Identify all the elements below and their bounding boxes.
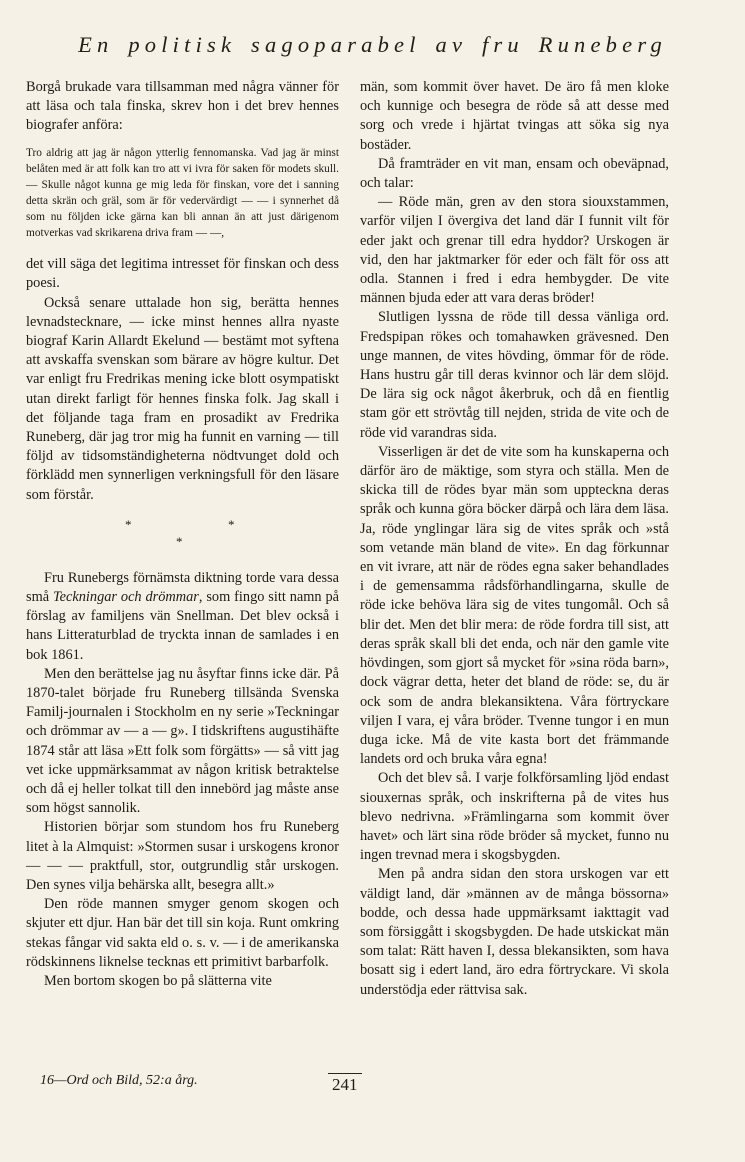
paragraph: Men den berättelse jag nu åsyftar finns icke där. På 1870-talet började fru Runeberg tillsända Svenska Familj-journalen i Stockholm en ny serie »Teckningar och drömmar av — a — g». I tidskriftens augustihäfte 1874 står att läsa »Ett folk som förgätts» — så vitt jag vet icke uppmärksammat av någon kritisk betraktelse och då ej heller tolkat till den innebörd jag måste anse som högst sannolik. [26,665,339,817]
paragraph: Den röde mannen smyger genom skogen och skjuter ett djur. Han bär det till sin koja. Runt omkring stekas fångar vid sakta eld o. s. v. — i de amerikanska rödskinnens liknelse tecknas ett primitivt barbarfolk. [26,896,339,970]
asterisk: * [176,533,183,549]
left-column [26,78,339,991]
text-run: Fru Runebergs förnämsta diktning torde vara dessa små [26,569,339,606]
paragraph: Historien börjar som stundom hos fru Runeberg litet à la Almquist: »Stormen susar i urskogens kronor — — — praktfull, stor, outgrundlig står urskogen. Den synes vilja behärska allt, besegra allt.» [26,819,339,894]
book-title: Teckningar och drömmar [53,589,199,606]
paragraph: — Röde män, gren av den stora siouxstammen, varför viljen I övergiva det land där I funnit vilt för eder jakt och grenar till edra hyddor? Urskogen är vid, den har jaktmarker för eder och fält för oss att odla. Stannen i fred i edra hembygder. De vite männen bjuda eder att vara deras bröder! [360,194,669,307]
page-number: 241 [332,1075,358,1094]
paragraph: män, som kommit över havet. De äro få men kloke och kunnige och besegra de röde så att desse med sorg och vrede i hjärtat tvingas att söka sig nya bostäder. [360,79,669,153]
paragraph [26,569,339,665]
paragraph: Men på andra sidan den stora urskogen var ett väldigt land, där »männen av de många bössorna» bodde, och dessa hade uppmärksamt iakttagit vad som försiggått i skogsbygden. De hade utskickat män som talat: Rätt haven I, dessa blekansikten, som hava bosatt sig i edert land, äro edra förtryckare. Vi skola understödja eder rättvisa sak. [360,866,669,998]
asterisk: * [125,516,132,532]
text-run: , som fingo sitt namn på förslag av familjens vän Snellman. Det blev också i hans Litteraturblad de tryckta innan de samlades i en bok 1861. [26,589,340,663]
paragraph: Visserligen är det de vite som ha kunskaperna och därför äro de mäktige, som styra och ställa. Men de skicka till de rödes byar män som uppteckna deras språk och kunna göra böcker därpå och lära dem läsa. Ja, röde ynglingar lära sig de vites språk och »stå som vetande män bland de vite». En dag förkunnar en vit ivrare, att när de rödes egna saker behandlades i de gemensamma rådsförhandlingarna, skulle de röde icke behöva lära sig de vites tungomål. Och så blir det. Men det blir mera: de röde fordra till sist, att deras språk skall bli det enda, och när den gamle vite hövdingen, som gjort så mycket för »sina röda barn», dock vägrar detta, heter det bland de röde: se, du är ock som de andra blekansiktena. Våra förtryckare viljen I vara, ej våra bröder. Tvenne tungor i en mun duga icke. Må de vite kasta bort det främmande landets ord och bruka våra egna! [360,443,669,768]
paragraph: Men bortom skogen bo på slätterna vite [44,973,272,990]
paragraph: Och det blev så. I varje folkförsamling ljöd endast siouxernas språk, och inskrifterna på de vites hus blevo nedrivna. »Främlingarna som kommit över havet» och lärt sina röde bröder så mycket, funno nu ingen trevnad mera i skogsbygden. [360,770,669,864]
block-quote: Tro aldrig att jag är någon ytterlig fennomanska. Vad jag är minst belåten med är att folk kan tro att vi ivra för saken för modets skull. — Skulle något kunna ge mig leda för finskan, vore det i sanning detta skrän och gräl, som är för vedervärdigt — — i synnerhet då som nu följden icke gärna kan bli annan än att just därigenom motverkas vad skrikarena driva fram — —, [26,146,339,240]
journal-name: Ord och Bild, 52:a årg. [66,1073,198,1088]
signature-mark [40,1073,198,1089]
right-column [360,78,669,1000]
paragraph: Också senare uttalade hon sig, berätta hennes levnadstecknare, — icke minst hennes allra nyaste biograf Karin Allardt Ekelund — bestämt mot syftena att avskaffa svenskan som bärare av högre kultur. Det var enligt fru Fredrikas mening icke blott osympatiskt utan direkt farligt för hennes finska folk. Jag skall i det följande taga fram en prosadikt av Fredrika Runeberg, där jag tror mig ha funnit en varning — till följd av tidsomständigheterna nödtvunget dold och förklädd men synnerligen verkningsfull för den läsare som förstår. [26,294,339,503]
asterisk: * [228,516,235,532]
paragraph: Borgå brukade vara tillsamman med några vänner för att läsa och tala finska, skrev hon i det brev hennes biografer anföra: [26,79,339,134]
section-divider [26,505,339,555]
paragraph: det vill säga det legitima intresset för finskan och dess poesi. [26,256,339,292]
signature-number: 16— [40,1073,67,1088]
paragraph: Då framträder en vit man, ensam och obeväpnad, och talar: [360,155,669,192]
paragraph: Slutligen lyssna de röde till dessa vänliga ord. Fredspipan rökes och tomahawken grävesned. Den unge mannen, de vites hövding, ömmar för de röde. Hans hustru går till deras kvinnor och lär dem slöjd. De lära sig ock något åkerbruk, och då en fientlig stam gör ett strövtåg till nejden, strida de vite och de röde vid varandras sida. [360,309,669,441]
running-head: En politisk sagoparabel av fru Runeberg [78,32,667,57]
